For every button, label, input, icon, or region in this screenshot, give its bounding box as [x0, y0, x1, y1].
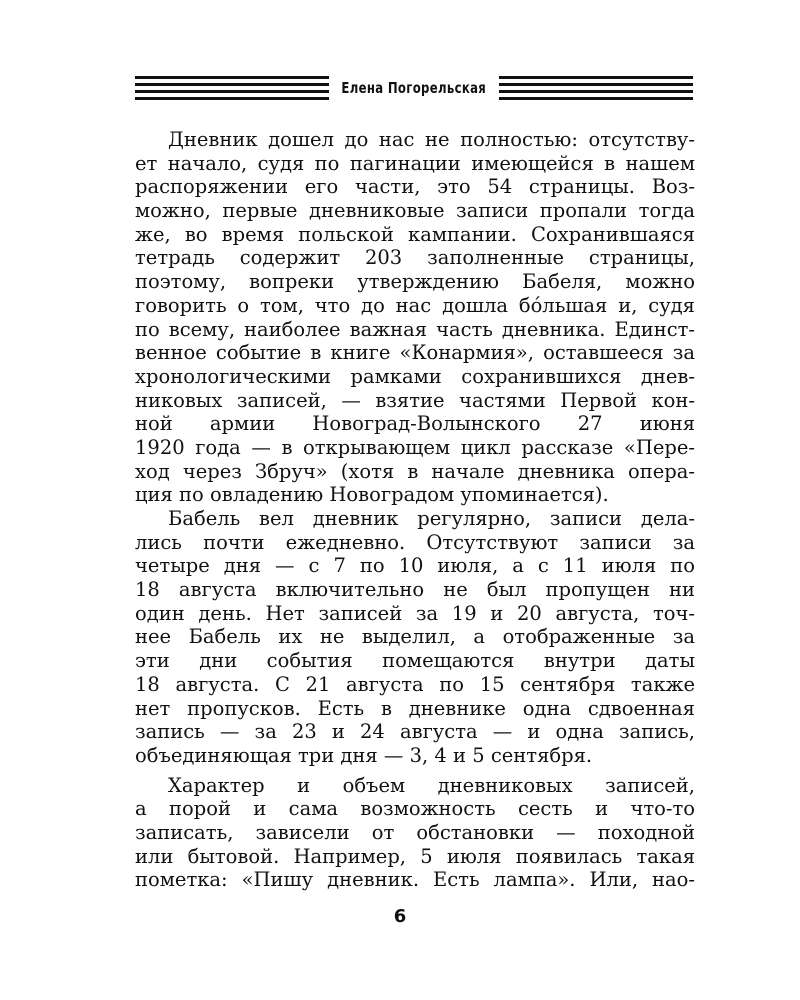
paragraph	[135, 507, 695, 768]
text-line: 1920 года — в открывающем цикл рассказе «Пере-	[135, 435, 695, 459]
header-rule-left	[135, 76, 329, 100]
author-name: Елена Погорельская	[341, 79, 487, 97]
text-line: эти дни события помещаются внутри даты	[135, 649, 695, 673]
text-line: лись почти ежедневно. Отсутствуют записи за	[135, 530, 695, 554]
text-line: один день. Нет записей за 19 и 20 августа, точ-	[135, 601, 695, 625]
text-line: Дневник дошел до нас не полностью: отсутству-	[168, 128, 695, 151]
text-line: Характер и объем дневниковых записей,	[168, 773, 695, 797]
text-line: поэтому, вопреки утверждению Бабеля, можно	[135, 270, 695, 294]
text-line: записать, зависели от обстановки — походной	[135, 820, 695, 844]
text-line: нет пропусков. Есть в дневнике одна сдвоенная	[135, 696, 695, 720]
text-line: тетрадь содержит 203 заполненные страницы,	[135, 246, 695, 270]
text-line: никовых записей, — взятие частями Первой кон-	[135, 388, 695, 412]
text-line: ция по овладению Новоградом упоминается).	[135, 483, 609, 507]
text-line: же, во время польской кампании. Сохранившаяся	[135, 222, 695, 246]
paragraph	[135, 128, 695, 507]
text-line: Бабель вел дневник регулярно, записи дела-	[168, 507, 695, 530]
text-line: объединяющая три дня — 3, 4 и 5 сентября.	[135, 743, 593, 767]
text-line: говорить о том, что до нас дошла бóльшая и, судя	[135, 293, 695, 317]
text-line: 18 августа включительно не был пропущен ни	[135, 578, 695, 602]
text-line: а порой и сама возможность сесть и что-то	[135, 797, 695, 821]
paragraph	[135, 774, 695, 892]
text-line: ход через Збруч» (хотя в начале дневника опера-	[135, 459, 695, 483]
text-line: запись — за 23 и 24 августа — и одна запись,	[135, 720, 695, 744]
text-line: венное событие в книге «Конармия», оставшееся за	[135, 341, 695, 365]
body-text	[135, 128, 695, 892]
text-line: распоряжении его части, это 54 страницы. Воз-	[135, 175, 695, 199]
text-line: или бытовой. Например, 5 июля появилась такая	[135, 844, 695, 868]
text-line: ет начало, судя по пагинации имеющейся в нашем	[135, 151, 695, 175]
text-line: по всему, наиболее важная часть дневника. Единст-	[135, 317, 695, 341]
text-line: можно, первые дневниковые записи пропали тогда	[135, 199, 695, 223]
running-header	[135, 76, 693, 100]
text-line: нее Бабель их не выделил, а отображенные за	[135, 625, 695, 649]
text-line: пометка: «Пишу дневник. Есть лампа». Или, нао-	[135, 868, 695, 892]
text-line: хронологическими рамками сохранившихся днев-	[135, 364, 695, 388]
text-line: ной армии Новоград-Волынского 27 июня	[135, 412, 695, 436]
text-line: четыре дня — с 7 по 10 июля, а с 11 июля по	[135, 554, 695, 578]
text-line: 18 августа. С 21 августа по 15 сентября также	[135, 672, 695, 696]
page-number: 6	[393, 906, 407, 927]
header-rule-right	[499, 76, 693, 100]
